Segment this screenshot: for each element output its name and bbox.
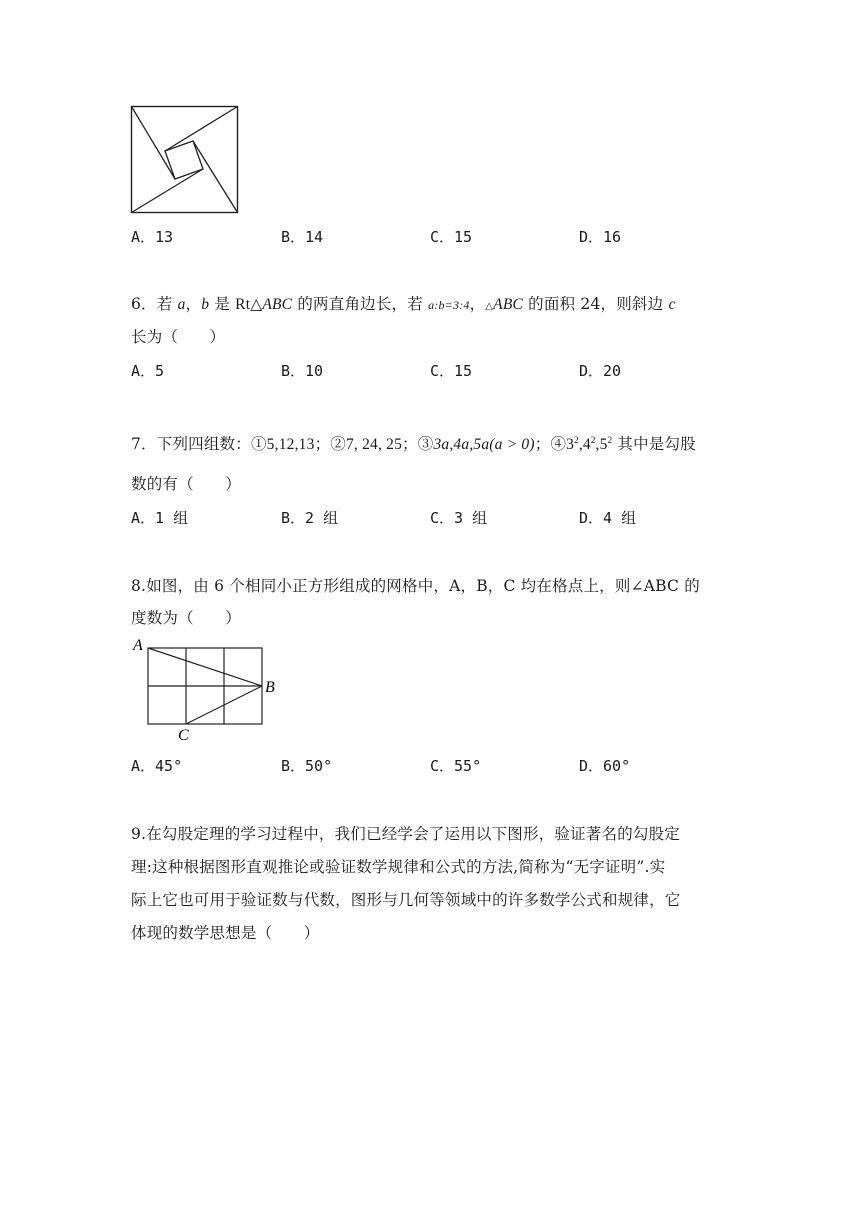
q8-stem-line1: 8.如图，由 6 个相同小正方形组成的网格中，A，B，C 均在格点上，则∠ABC 的	[131, 577, 700, 595]
q5-option-c: C．15	[430, 228, 473, 246]
q6-option-d: D．20	[579, 362, 622, 380]
q6-option-c: C．15	[430, 362, 473, 380]
point-c-label: C	[178, 727, 189, 744]
pinwheel-square-figure	[131, 106, 239, 214]
q9-stem-line2: 理:这种根据图形直观推论或验证数学规律和公式的方法,简称为“无字证明”.实	[131, 858, 666, 876]
q9-stem-line4: 体现的数学思想是（ ）	[131, 924, 320, 942]
q9-stem-line1: 9.在勾股定理的学习过程中，我们已经学会了运用以下图形，验证著名的勾股定	[131, 825, 680, 843]
q7-option-b: B．2 组	[281, 509, 339, 527]
q9-stem-line3: 际上它也可用于验证数与代数，图形与几何等领域中的许多数学公式和规律，它	[131, 891, 681, 909]
q6-stem-line1: 6．若 a，b 是 Rt△ABC 的两直角边长，若 a:b=3:4，△ABC 的面积 24，则斜边 c	[131, 295, 676, 313]
q7-stem-line1: 7．下列四组数：①5,12,13；②7, 24, 25；③3a,4a,5a(a > 0)；$④3^2,4^2,5^2$ 其中是勾股	[131, 434, 696, 453]
point-a-label: A	[133, 637, 143, 654]
q7-option-a: A．1 组	[131, 509, 189, 527]
q8-option-a: A．45°	[131, 757, 183, 775]
q7-option-c: C．3 组	[430, 509, 488, 527]
q6-option-a: A．5	[131, 362, 165, 380]
q7-option-d: D．4 组	[579, 509, 637, 527]
q8-option-c: C．55°	[430, 757, 482, 775]
q8-stem-line2: 度数为（ ）	[131, 609, 241, 627]
q6-stem-line2: 长为（ ）	[131, 328, 226, 346]
q5-option-d: D．16	[579, 228, 622, 246]
grid-triangle-figure	[130, 636, 290, 742]
q8-option-b: B．50°	[281, 757, 333, 775]
q5-option-a: A．13	[131, 228, 174, 246]
q8-option-d: D．60°	[579, 757, 631, 775]
q5-option-b: B．14	[281, 228, 324, 246]
point-b-label: B	[265, 679, 275, 696]
q7-stem-line2: 数的有（ ）	[131, 475, 241, 493]
q6-option-b: B．10	[281, 362, 324, 380]
